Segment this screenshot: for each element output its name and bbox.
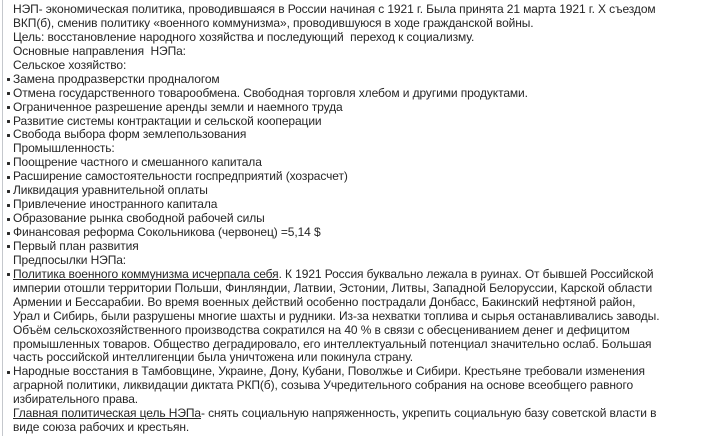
bullet-list-item — [13, 128, 702, 142]
text-line — [13, 421, 702, 435]
line-text: Образование рынка свободной рабочей силы — [13, 211, 265, 226]
underlined-heading: Главная политическая цель НЭПа — [13, 406, 201, 421]
page-left-border — [2, 0, 3, 436]
bullet-marker — [7, 120, 10, 123]
line-text: избирательного права. — [13, 392, 139, 407]
text-line — [13, 31, 702, 45]
text-line — [13, 338, 702, 352]
line-text: . К 1921 Россия буквально лежала в руинах. От бывшей Российской — [278, 266, 654, 281]
bullet-list-item — [13, 240, 702, 254]
text-line — [13, 351, 702, 365]
line-text: Первый план развития — [13, 238, 139, 253]
text-line — [13, 407, 702, 421]
bullet-marker — [7, 232, 10, 235]
text-line — [13, 282, 702, 296]
bullet-list-item — [13, 73, 702, 87]
document-page — [13, 3, 702, 435]
bullet-marker — [7, 176, 10, 179]
line-text: Промышленность: — [13, 141, 115, 156]
bullet-list-item — [13, 170, 702, 184]
text-line — [13, 324, 702, 338]
line-text: Привлечение иностранного капитала — [13, 197, 218, 212]
bullet-list-item — [13, 156, 702, 170]
line-text: Развитие системы контрактации и сельской кооперации — [13, 113, 322, 128]
text-line — [13, 142, 702, 156]
bullet-marker — [7, 92, 10, 95]
bullet-marker — [7, 134, 10, 137]
text-line — [13, 59, 702, 73]
text-line — [13, 393, 702, 407]
line-text: часть российской интеллигенции была уничтожена или покинула страну. — [13, 350, 414, 365]
line-text: Финансовая реформа Сокольникова (червонец) =5,14 $ — [13, 225, 321, 239]
line-text: Ограниченное разрешение аренды земли и наемного труда — [13, 99, 343, 114]
line-text: Расширение самостоятельности госпредприятий (хозрасчет) — [13, 169, 348, 184]
bullet-list-item — [13, 115, 702, 129]
text-line — [13, 45, 702, 59]
bullet-marker — [7, 245, 10, 248]
bullet-marker — [7, 190, 10, 193]
bullet-marker — [7, 218, 10, 221]
bullet-marker — [7, 78, 10, 81]
text-line — [13, 254, 702, 268]
line-text: Основные направления НЭПа: — [13, 43, 186, 58]
bullet-marker — [7, 371, 10, 374]
bullet-marker — [7, 162, 10, 165]
line-text: Урал и Сибирь, были разрушены многие шахты и рудники. Из-за нехватки топлива и сырья останавливались заводы. — [13, 308, 660, 323]
bullet-marker — [7, 204, 10, 207]
bullet-list-item — [13, 226, 702, 240]
line-text: Цель: восстановление народного хозяйства и последующий переход к социализму. — [13, 29, 475, 44]
line-text: аграрной политики, ликвидации диктата РКП(б), созыва Учредительного собрания на основе всеобщего равного — [13, 378, 634, 393]
line-text: НЭП- экономическая политика, проводившаяся в России начиная с 1921 г. Была принята 21 марта 1921 г. Х съездом — [13, 2, 656, 16]
bullet-list-item — [13, 101, 702, 115]
bullet-marker — [7, 273, 10, 276]
bullet-list-item — [13, 87, 702, 101]
line-text: Свобода выбора форм землепользования — [13, 127, 247, 142]
line-text: промышленных товаров. Общество деградировало, его интеллектуальный потенциал значительно ослаб. Большая — [13, 336, 652, 351]
bullet-list-item — [13, 198, 702, 212]
text-line — [13, 310, 702, 324]
line-text: ВКП(б), сменив политику «военного коммунизма», проводившуюся в ходе гражданской войны. — [13, 15, 534, 30]
line-text: Предпосылки НЭПа: — [13, 252, 127, 267]
line-text: Народные восстания в Тамбовщине, Украине, Дону, Кубани, Поволжье и Сибири. Крестьяне требовали изменения — [13, 364, 645, 379]
line-text: Ликвидация уравнительной оплаты — [13, 183, 208, 198]
line-text: Объём сельскохозяйственного производства сократился на 40 % в связи с обесцениванием денег и дефицитом — [13, 322, 630, 337]
line-text: виде союза рабочих и крестьян. — [13, 420, 190, 435]
line-text: Отмена государственного товарообмена. Свободная торговля хлебом и другими продуктами. — [13, 85, 528, 100]
line-text: Поощрение частного и смешанного капитала — [13, 155, 262, 170]
text-line — [13, 379, 702, 393]
line-text: Сельское хозяйство: — [13, 57, 127, 72]
text-line — [13, 17, 702, 31]
text-line — [13, 296, 702, 310]
line-text: - снять социальную напряженность, укрепить социальную базу советской власти в — [200, 406, 657, 421]
line-text: империи отошли территории Польши, Финляндии, Латвии, Эстонии, Литвы, Западной Белоруссии, Карской области — [13, 280, 653, 295]
bullet-marker — [7, 106, 10, 109]
line-text: Армении и Бессарабии. Во время военных действий особенно пострадали Донбасс, Бакинский нефтяной район, — [13, 294, 636, 309]
text-line — [13, 3, 702, 17]
underlined-heading: Политика военного коммунизма исчерпала себя — [13, 266, 279, 281]
bullet-list-item — [13, 365, 702, 379]
bullet-list-item — [13, 212, 702, 226]
bullet-list-item — [13, 268, 702, 282]
line-text: Замена продразверстки продналогом — [13, 71, 220, 86]
bullet-list-item — [13, 184, 702, 198]
